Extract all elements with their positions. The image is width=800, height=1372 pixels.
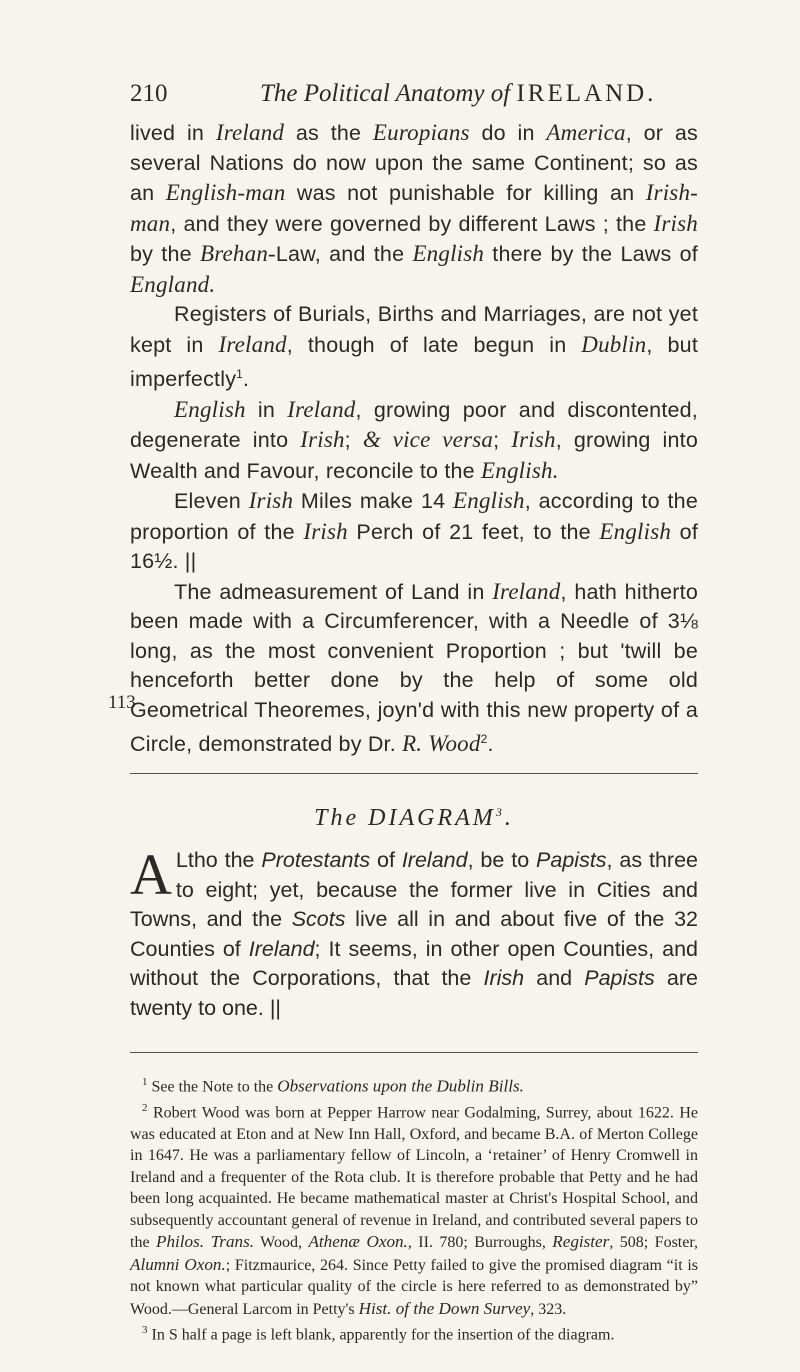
running-title: The Political Anatomy of IRELAND.: [260, 80, 657, 107]
section-divider: [130, 773, 698, 774]
page-number: 210: [130, 80, 168, 107]
section-heading: The DIAGRAM$^3$.: [314, 805, 514, 831]
paragraph: Eleven Irish Miles make 14 English, according to the proportion of the Irish Perch of 21 feet, to the English of 16½. ||: [130, 488, 698, 574]
running-header: [130, 80, 690, 116]
footnotes: [130, 1072, 698, 1346]
diagram-section-text: [130, 842, 698, 1023]
footnote: $^1$ See the Note to the Observations upon the Dublin Bills.: [142, 1076, 524, 1096]
main-text: [130, 118, 698, 760]
margin-number: 113: [108, 692, 136, 713]
paragraph: lived in Ireland as the Europians do in America, or as several Nations do now upon the same Continent; so as an English-man was not punishable for killing an Irish-man, and they were governed by different Laws ; the Irish by the Brehan-Law, and the English there by the Laws of England.: [130, 120, 698, 297]
paragraph: Registers of Burials, Births and Marriages, are not yet kept in Ireland, though of late begun in Dublin, but imperfectly$^1$.: [130, 302, 699, 392]
paragraph: The admeasurement of Land in Ireland, hath hitherto been made with a Circumferencer, with a Needle of 3⅛ long, as the most convenient Proportion ; but 'twill be henceforth better done by the help of some old Geometrical Theoremes, joyn'd with this new property of a Circle, demonstrated by Dr. R. Wood$^2$.: [130, 578, 698, 757]
paragraph: A Ltho the Protestants of Ireland, be to Papists, as three to eight; yet, because the former live in Cities and Towns, and the Scots live all in and about five of the 32 Counties of Ireland; It seems, in other open Counties, and without the Corporations, that the Irish and Papists are twenty to one. ||: [130, 842, 698, 1020]
drop-cap: A: [130, 842, 172, 907]
footnote: $^2$ Robert Wood was born at Pepper Harrow near Godalming, Surrey, about 1622. He was educated at Eton and at New Inn Hall, Oxford, and became B.A. of Merton College in 1647. He was a parliamentary fellow of Lincoln, a ‘retainer’ of Henry Cromwell in Ireland and a frequenter of the Rota club. It is therefore probable that Petty and he had been long acquainted. He became mathematical master at Christ's Hospital School, and subsequently accountant general of revenue in Ireland, and contributed several papers to the Philos. Trans. Wood, Athenæ Oxon., II. 780; Burroughs, Register, 508; Foster, Alumni Oxon.; Fitzmaurice, 264. Since Petty failed to give the promised diagram “it is not known what particular quality of the circle is here referred to as demonstrated by” Wood.—General Larcom in Petty's Hist. of the Down Survey, 323.: [130, 1101, 699, 1318]
paragraph: English in Ireland, growing poor and discontented, degenerate into Irish; & vice versa; Irish, growing into Wealth and Favour, reconcile to the English.: [130, 396, 698, 483]
footnote-divider: [130, 1052, 698, 1053]
footnote: $^3$ In S half a page is left blank, apparently for the insertion of the diagram.: [142, 1324, 615, 1344]
